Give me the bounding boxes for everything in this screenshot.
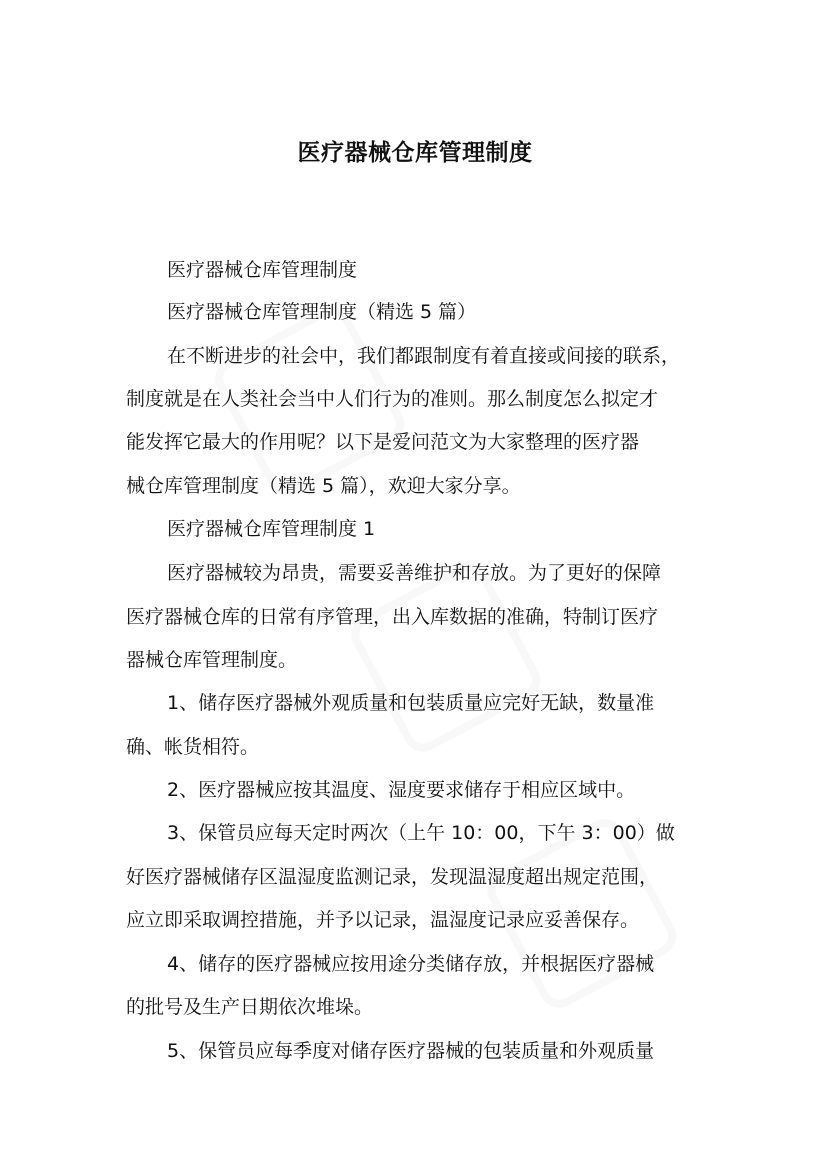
watermark: [208, 295, 772, 1165]
section-heading: 医疗器械仓库管理制度 1: [167, 518, 376, 540]
list-item-line: 的批号及生产日期依次堆垛。: [126, 996, 374, 1018]
list-item-line: 应立即采取调控措施，并予以记录，温湿度记录应妥善保存。: [126, 909, 640, 931]
document-title: 医疗器械仓库管理制度: [297, 140, 533, 166]
paragraph-line: 医疗器械仓库管理制度: [167, 259, 358, 281]
list-item-line: 好医疗器械储存区温湿度监测记录，发现温湿度超出规定范围，: [126, 866, 659, 888]
paragraph-line: 医疗器械仓库管理制度（精选 5 篇）: [167, 301, 477, 323]
list-item-line: 2、医疗器械应按其温度、湿度要求储存于相应区域中。: [167, 779, 636, 801]
paragraph-line: 医疗器械仓库的日常有序管理，出入库数据的准确，特制订医疗: [126, 606, 659, 628]
list-item-line: 3、保管员应每天定时两次（上午 10：00，下午 3：00）做: [167, 822, 675, 844]
list-item-line: 1、储存医疗器械外观质量和包装质量应完好无缺，数量准: [167, 692, 655, 714]
paragraph-line: 医疗器械较为昂贵，需要妥善维护和存放。为了更好的保障: [167, 562, 662, 584]
paragraph-line: 械仓库管理制度（精选 5 篇），欢迎大家分享。: [126, 475, 521, 497]
list-item-line: 确、帐货相符。: [126, 736, 260, 758]
paragraph-line: 能发挥它最大的作用呢？以下是爱问范文为大家整理的医疗器: [126, 431, 640, 453]
paragraph-line: 在不断进步的社会中，我们都跟制度有着直接或间接的联系，: [167, 345, 681, 367]
list-item-line: 4、储存的医疗器械应按用途分类储存放，并根据医疗器械: [167, 953, 655, 975]
paragraph-line: 制度就是在人类社会当中人们行为的准则。那么制度怎么拟定才: [126, 388, 659, 410]
list-item-line: 5、保管员应每季度对储存医疗器械的包装质量和外观质量: [167, 1040, 655, 1062]
paragraph-line: 器械仓库管理制度。: [126, 649, 298, 671]
